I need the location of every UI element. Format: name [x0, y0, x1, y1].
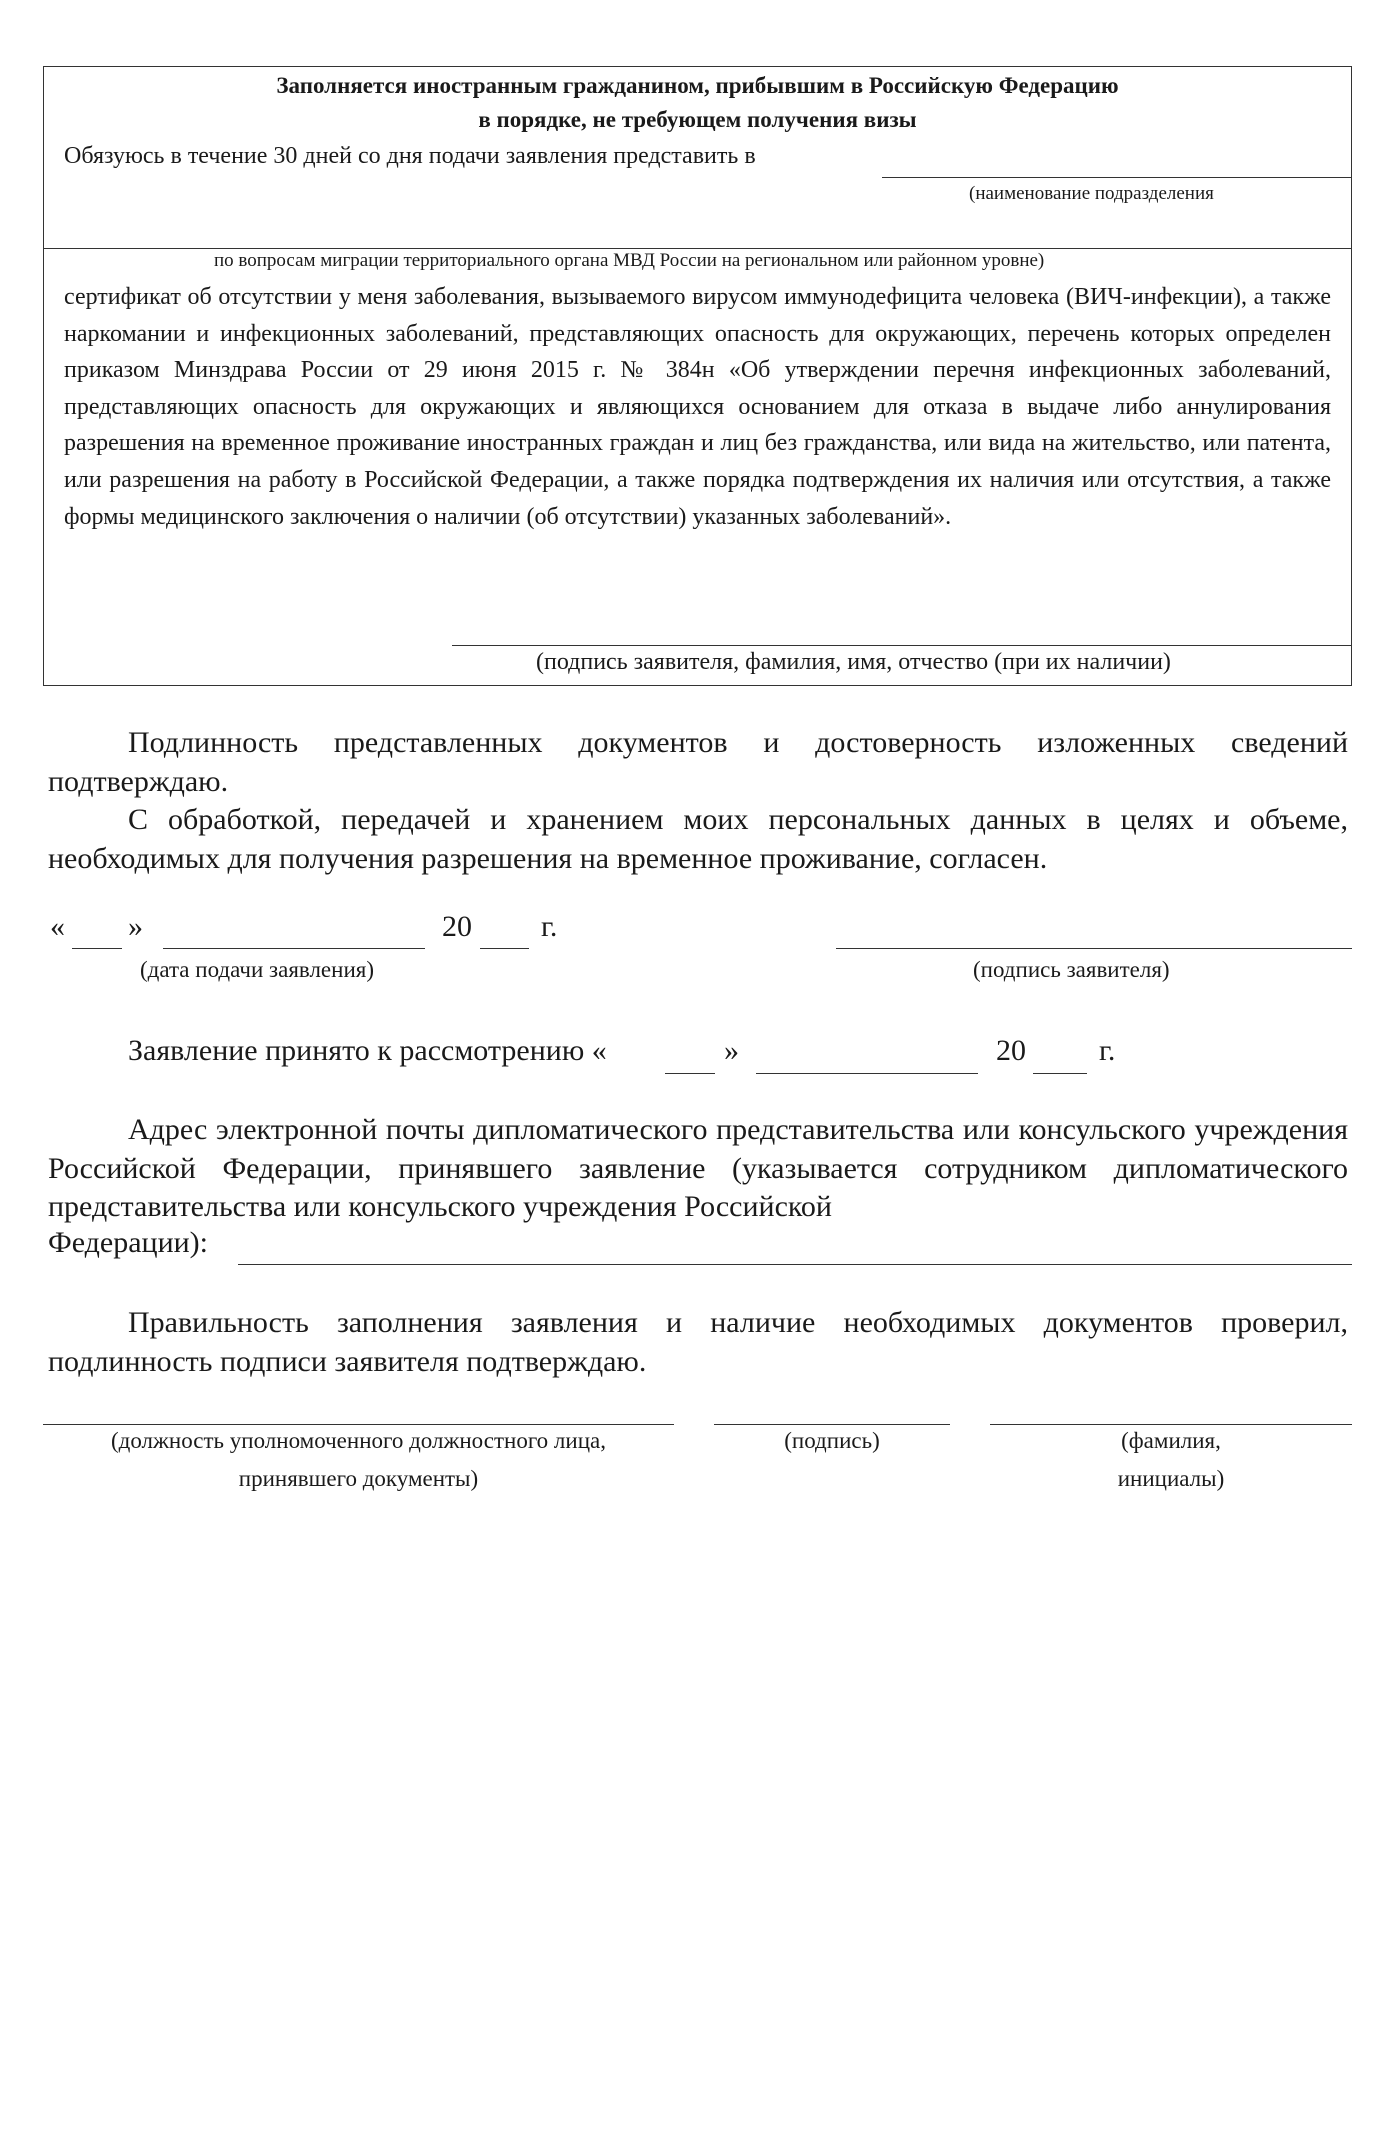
migration-caption: по вопросам миграции территориального органа МВД России на региональном или районном уровне): [214, 250, 1045, 271]
box-signature-caption: (подпись заявителя, фамилия, имя, отчество (при их наличии): [536, 649, 1171, 675]
officer-name-line[interactable]: [990, 1424, 1352, 1425]
applicant-signature-line[interactable]: [836, 948, 1352, 949]
date-year-suffix: г.: [541, 910, 558, 943]
subdivision-caption: (наименование подразделения: [969, 183, 1214, 204]
officer-position-caption-line2: принявшего документы): [238, 1466, 479, 1491]
email-field-line[interactable]: [238, 1264, 1352, 1265]
accepted-year-suffix: г.: [1099, 1034, 1116, 1067]
box-heading-line2: в порядке, не требующем получения визы: [478, 107, 917, 132]
authenticity-paragraph: Подлинность представленных документов и достоверность изложенных сведений подтверждаю.: [48, 726, 1348, 798]
box-divider: [44, 248, 1351, 249]
date-caption: (дата подачи заявления): [140, 957, 374, 982]
officer-signature-line[interactable]: [714, 1424, 950, 1425]
accepted-month-line[interactable]: [756, 1073, 978, 1074]
date-month-line[interactable]: [163, 948, 425, 949]
verification-paragraph: Правильность заполнения заявления и наличие необходимых документов проверил, подлинность подписи заявителя подтверждаю.: [48, 1306, 1348, 1378]
foreign-citizen-box: [43, 66, 1352, 686]
consent-paragraph: С обработкой, передачей и хранением моих персональных данных в целях и объеме, необходимых для получения разрешения на временное проживание, согласен.: [48, 803, 1348, 875]
accepted-close-quote: »: [724, 1034, 739, 1067]
accepted-year-prefix: 20: [996, 1034, 1026, 1067]
date-year-line[interactable]: [480, 948, 529, 949]
accepted-year-line[interactable]: [1033, 1073, 1087, 1074]
officer-position-line[interactable]: [43, 1424, 674, 1425]
officer-signature-caption: (подпись): [784, 1428, 880, 1453]
pledge-text: Обязуюсь в течение 30 дней со дня подачи заявления представить в: [64, 143, 756, 169]
accepted-text: Заявление принято к рассмотрению «: [128, 1034, 607, 1067]
officer-position-caption-line1: (должность уполномоченного должностного лица,: [110, 1428, 606, 1453]
officer-name-caption-line2: инициалы): [1117, 1466, 1225, 1491]
applicant-signature-caption: (подпись заявителя): [973, 957, 1170, 982]
email-last-line: Федерации):: [48, 1226, 209, 1259]
date-close-quote: »: [128, 910, 143, 943]
email-paragraph: Адрес электронной почты дипломатического представительства или консульского учреждения Российской Федерации, принявшего заявление (указывается сотрудником дипломатического представительства или консульского учреждения Российской: [48, 1113, 1348, 1223]
accepted-day-line[interactable]: [665, 1073, 715, 1074]
date-open-quote: «: [50, 910, 65, 943]
box-heading-line1: Заполняется иностранным гражданином, прибывшим в Российскую Федерацию: [276, 73, 1119, 98]
certificate-text: сертификат об отсутствии у меня заболевания, вызываемого вирусом иммунодефицита человека (ВИЧ-инфекции), а также наркомании и инфекционных заболеваний, представляющих опасность для окружающих, перечень которых определен приказом Минздрава России от 29 июня 2015 г. № 384н «Об утверждении перечня инфекционных заболеваний, представляющих опасность для окружающих и являющихся основанием для отказа в выдаче либо аннулирования разрешения на временное проживание иностранных граждан и лиц без гражданства, или вида на жительство, или патента, или разрешения на работу в Российской Федерации, а также порядка подтверждения их наличия или отсутствия, а также формы медицинского заключения о наличии (об отсутствии) указанных заболеваний».: [64, 284, 1331, 530]
date-year-prefix: 20: [442, 910, 472, 943]
date-day-line[interactable]: [72, 948, 122, 949]
officer-name-caption-line1: (фамилия,: [1121, 1428, 1221, 1453]
subdivision-line[interactable]: [882, 177, 1351, 178]
box-signature-line[interactable]: [452, 645, 1351, 646]
